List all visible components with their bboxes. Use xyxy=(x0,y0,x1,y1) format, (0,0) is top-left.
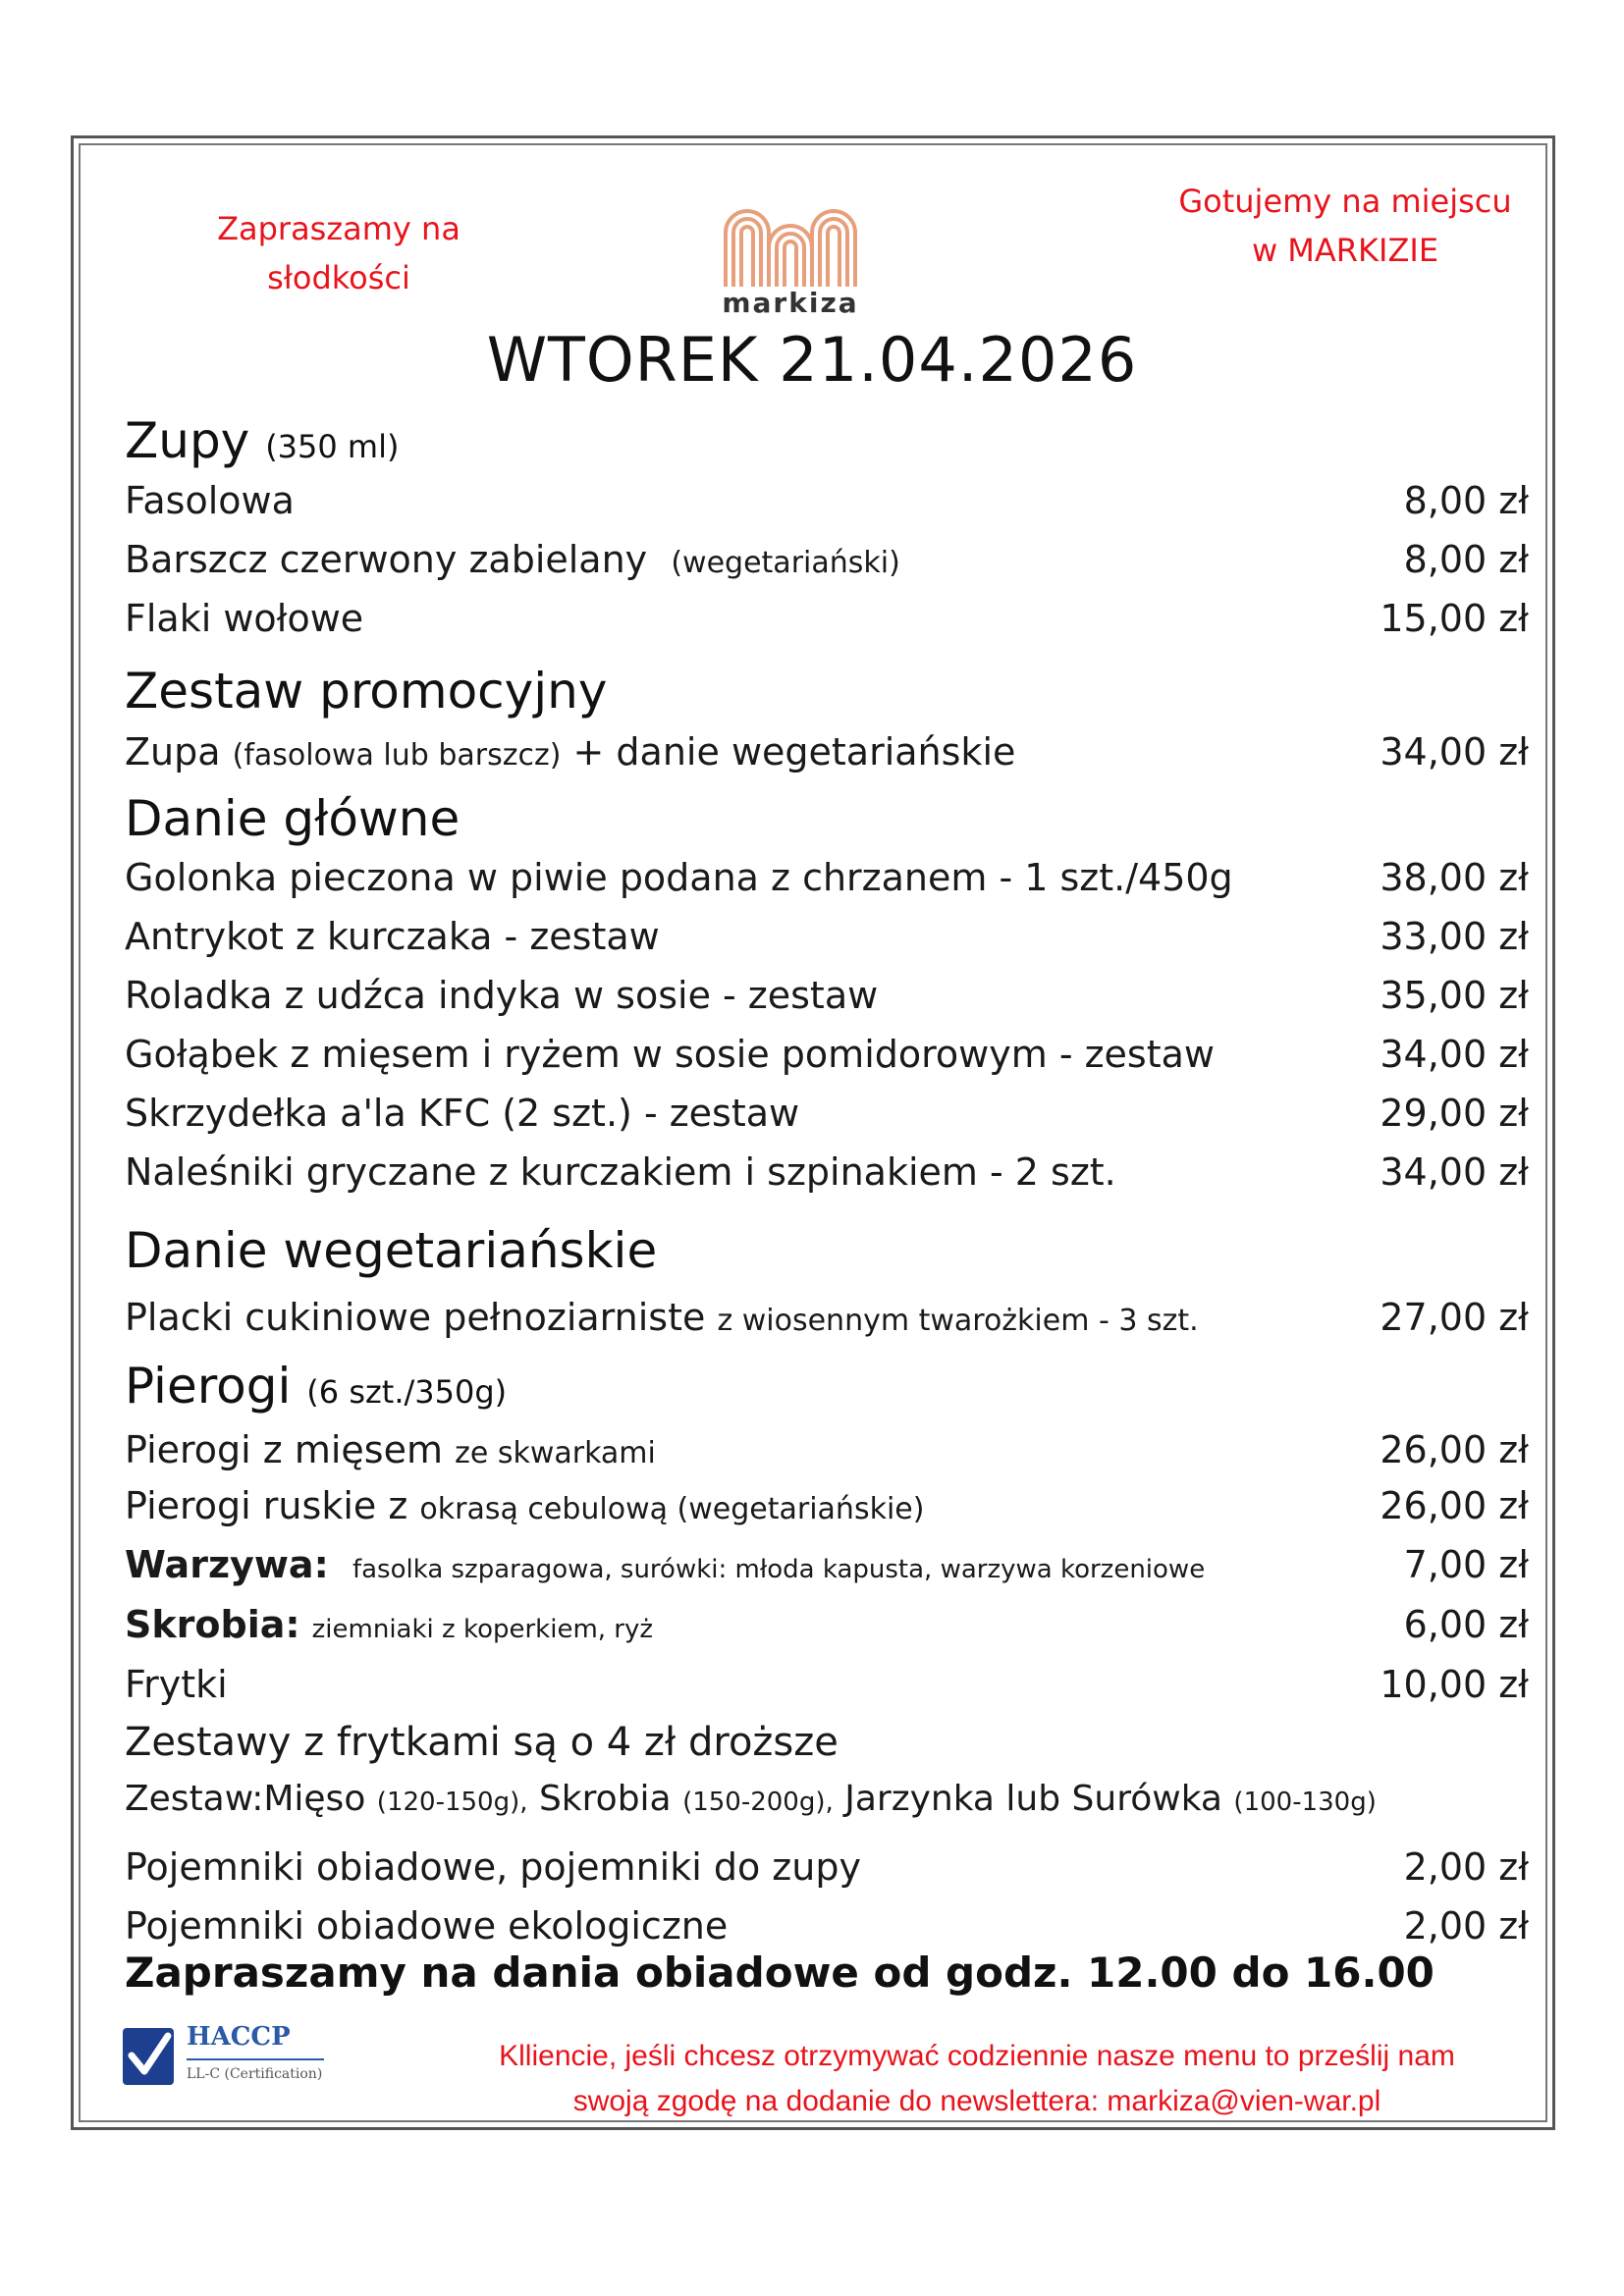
menu-item: Golonka pieczona w piwie podana z chrzanem - 1 szt./450g 38,00 zł xyxy=(125,856,1529,899)
menu-item: Pierogi z mięsem ze skwarkami 26,00 zł xyxy=(125,1428,1529,1471)
menu-item: Pierogi ruskie z okrasą cebulową (wegetariańskie) 26,00 zł xyxy=(125,1484,1529,1527)
haccp-subtitle: LL-C (Certification) xyxy=(187,2066,323,2082)
menu-item: Warzywa: fasolka szparagowa, surówki: młoda kapusta, warzywa korzeniowe 7,00 zł xyxy=(125,1543,1529,1586)
haccp-title: HACCP xyxy=(187,2022,291,2052)
day-title: WTOREK 21.04.2026 xyxy=(486,324,1138,396)
section-promo-title: Zestaw promocyjny xyxy=(125,663,608,720)
sweets-note: Zapraszamy na słodkości xyxy=(217,210,460,296)
menu-item: Barszcz czerwony zabielany (wegetariański) 8,00 zł xyxy=(125,538,1529,581)
menu-item: Antrykot z kurczaka - zestaw 33,00 zł xyxy=(125,915,1529,958)
menu-item: Roladka z udźca indyka w sosie - zestaw 35,00 zł xyxy=(125,974,1529,1017)
menu-item: Pojemniki obiadowe, pojemniki do zupy 2,00 zł xyxy=(125,1845,1529,1889)
menu-item: Naleśniki gryczane z kurczakiem i szpinakiem - 2 szt. 34,00 zł xyxy=(125,1150,1529,1194)
menu-item: Skrzydełka a'la KFC (2 szt.) - zestaw 29,00 zł xyxy=(125,1092,1529,1135)
section-soups-title: Zupy (350 ml) xyxy=(125,412,400,469)
menu-item: Skrobia: ziemniaki z koperkiem, ryż 6,00 zł xyxy=(125,1603,1529,1646)
menu-item: Fasolowa 8,00 zł xyxy=(125,479,1529,522)
section-pierogi-title: Pierogi (6 szt./350g) xyxy=(125,1358,508,1415)
closing-hours: Zapraszamy na dania obiadowe od godz. 12.00 do 16.00 xyxy=(125,1949,1435,1997)
newsletter-note: Klliencie, jeśli chcesz otrzymywać codziennie nasze menu to prześlij nam swoją zgodę na dodanie do newslettera: markiza@vien-war.pl xyxy=(499,2040,1455,2117)
fries-note: Zestawy z frytkami są o 4 zł droższe xyxy=(125,1720,839,1765)
set-info: Zestaw:Mięso (120-150g), Skrobia (150-200g), Jarzynka lub Surówka (100-130g) xyxy=(125,1779,1377,1819)
cooking-note: Gotujemy na miejscu w MARKIZIE xyxy=(1178,183,1512,269)
menu-item: Gołąbek z mięsem i ryżem w sosie pomidorowym - zestaw 34,00 zł xyxy=(125,1033,1529,1076)
menu-item: Zupa (fasolowa lub barszcz) + danie wegetariańskie 34,00 zł xyxy=(125,730,1529,774)
logo-text: markiza xyxy=(722,287,859,319)
menu-item: Placki cukiniowe pełnoziarniste z wiosennym twarożkiem - 3 szt. 27,00 zł xyxy=(125,1296,1529,1339)
section-mains-title: Danie główne xyxy=(125,790,460,847)
section-veg-title: Danie wegetariańskie xyxy=(125,1222,658,1279)
menu-item: Pojemniki obiadowe ekologiczne 2,00 zł xyxy=(125,1904,1529,1948)
menu-item: Frytki 10,00 zł xyxy=(125,1663,1529,1706)
menu-item: Flaki wołowe 15,00 zł xyxy=(125,597,1529,640)
